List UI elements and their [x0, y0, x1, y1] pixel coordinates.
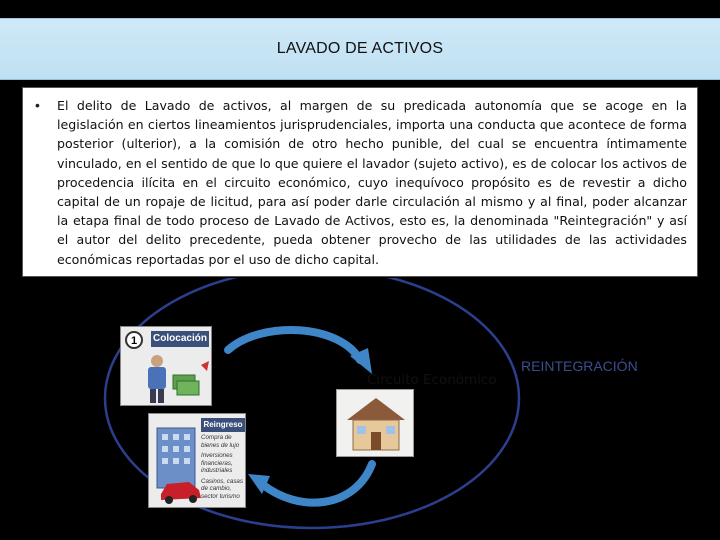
slide-title: LAVADO DE ACTIVOS [276, 40, 444, 57]
building-icon [157, 428, 195, 488]
body-paragraph: El delito de Lavado de activos, al margen de su predicada autonomía que se acoge en la legislación en ciertos lineamientos jurisprudenciales, importa una conducta que acontece de forma posterior (ulterior), a la comisión de otro hecho punible, del cual se encuentra íntimamente vinculado, en el sentido de que lo que quiere el lavador (sujeto activo), es de colocar los activos de procedencia ilícita en el circuito económico, cuyo inequívoco propósito es de revestir a dicho capital de un ropaje de licitud, para así poder darle circulación al mismo y al final, poder alcanzar la etapa final de todo proceso de Lavado de Activos, esto es, la denominada "Reintegración" y así el autor del delito precedente, pueda obtener provecho de las utilidades de las actividades económicas reportadas por el uso de dicho capital. [57, 98, 687, 267]
circuit-label: Circuito Económico [367, 372, 497, 388]
list-item: Casinos, casas de cambio, sector turismo [201, 477, 243, 500]
colocacion-illustration [121, 327, 213, 407]
curved-arrow-icon [228, 330, 372, 374]
colocacion-card [120, 326, 212, 406]
curved-arrow-icon [248, 464, 372, 503]
house-card [336, 389, 414, 457]
laundering-diagram [0, 278, 720, 540]
reingreso-header: Reingreso [201, 418, 245, 432]
slide-title-bar [0, 18, 720, 80]
step-number: 1 [125, 331, 143, 349]
bullet: • [35, 97, 40, 113]
house-icon [337, 390, 415, 458]
reingreso-illustration [149, 414, 247, 509]
money-icon [173, 375, 199, 395]
reingreso-card [148, 413, 246, 508]
colocacion-header: Colocación [151, 331, 209, 347]
content-box [22, 87, 698, 277]
list-item: Compra de bienes de lujo [201, 434, 240, 449]
person-icon [148, 355, 166, 403]
reintegration-label: REINTEGRACIÓN [521, 358, 638, 374]
list-item: Inversiones financieras, industriales [201, 452, 233, 474]
